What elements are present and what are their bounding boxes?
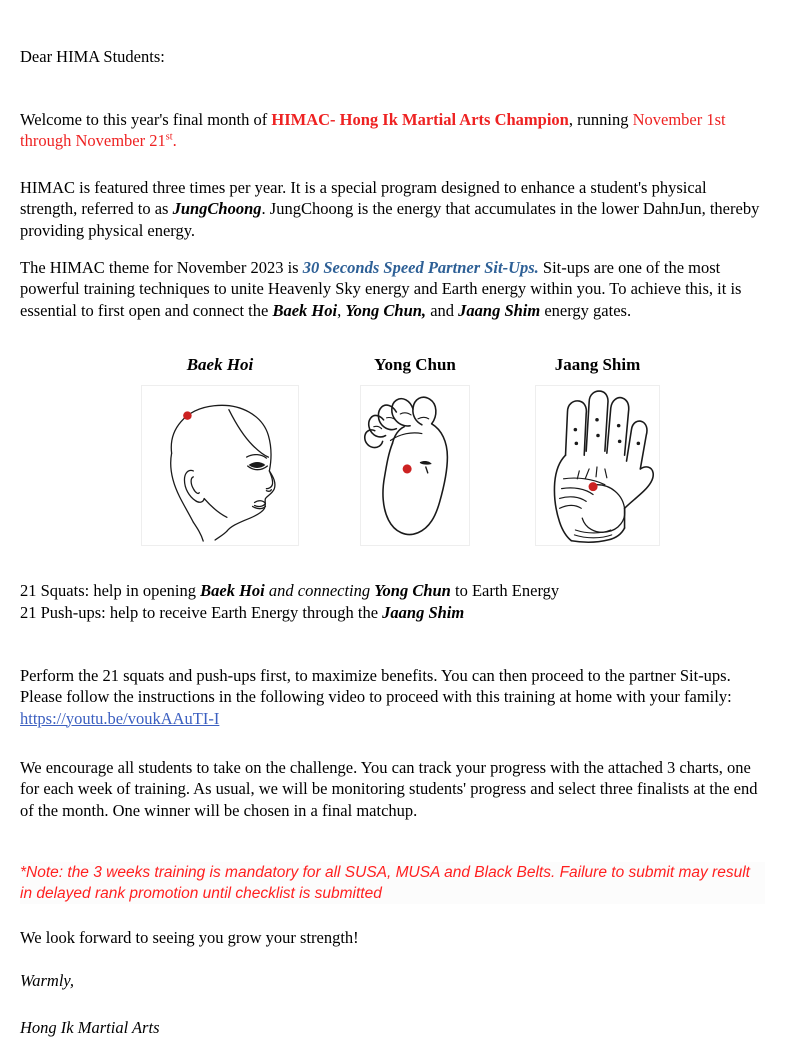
figure-caption-jaang-shim: Jaang Shim [500,355,695,375]
figure-jaang-shim [500,355,695,546]
pushups-pre: 21 Push-ups: help to receive Earth Energy through the [20,603,382,622]
theme-sep2: and [426,301,458,320]
date-range-period: . [173,131,177,150]
acupoint-marker [183,411,191,419]
closing-signature: Hong Ik Martial Arts [20,1017,760,1038]
mandatory-note: *Note: the 3 weeks training is mandatory for all SUSA, MUSA and Black Belts. Failure to submit may result in delayed rank promotion until checklist is submitted [20,862,765,904]
figure-yong-chun [330,355,500,546]
perform-paragraph [20,665,760,730]
video-link[interactable]: https://youtu.be/voukAAuTI-I [20,709,219,728]
theme-part3: energy gates. [540,301,631,320]
jungchoong-term: JungChoong [173,199,262,218]
himac-desc-part1: HIMAC is featured three times per year. It is a special program designed to enhance a student's physical strength, referred to as [20,178,707,219]
open-palm-acupoint-diagram [535,385,660,546]
exercise-instructions [20,580,760,623]
gate-name-baek-hoi: Baek Hoi [272,301,337,320]
theme-sep1: , [337,301,345,320]
date-ordinal-suffix: st [166,132,173,143]
theme-part1: The HIMAC theme for November 2023 is [20,258,303,277]
theme-part2: Sit-ups are one of the most powerful training techniques to unite Heavenly Sky energy and Earth energy within you. To achieve this, it is essential to first open and connect the [20,258,741,320]
acupoint-marker [403,464,412,473]
acupoint-marker [589,482,598,491]
program-name: HIMAC- Hong Ik Martial Arts Champion [271,110,568,129]
welcome-paragraph [20,109,760,152]
theme-title: 30 Seconds Speed Partner Sit-Ups. [303,258,539,277]
squats-mid: and connecting [265,581,375,600]
figure-baek-hoi [130,355,310,546]
acupoint-figure-row [20,355,760,560]
welcome-lead-text: Welcome to this year's final month of [20,110,271,129]
greeting-line: Dear HIMA Students: [20,46,760,68]
closing-line-1: We look forward to seeing you grow your strength! [20,927,760,949]
squats-gate-baek-hoi: Baek Hoi [200,581,265,600]
himac-desc-part2: . JungChoong is the energy that accumulates in the lower DahnJun, thereby providing physical energy. [20,199,759,240]
perform-text: Perform the 21 squats and push-ups first, to maximize benefits. You can then proceed to the partner Sit-ups. Please follow the instructions in the following video to proceed with this training at home with your family: [20,666,732,707]
welcome-mid-text: , running [569,110,633,129]
squats-post: to Earth Energy [451,581,559,600]
exercise-line-squats [20,580,760,602]
figure-caption-baek-hoi: Baek Hoi [130,355,310,375]
exercise-line-pushups [20,602,760,624]
gate-name-jaang-shim: Jaang Shim [458,301,540,320]
foot-sole-acupoint-diagram [360,385,470,546]
squats-gate-yong-chun: Yong Chun [374,581,451,600]
encourage-paragraph: We encourage all students to take on the challenge. You can track your progress with the attached 3 charts, one for each week of training. As usual, we will be monitoring students' progress and select three finalists at the end of the month. One winner will be chosen in a final matchup. [20,757,760,822]
himac-description-paragraph [20,177,760,242]
gate-name-yong-chun: Yong Chun, [345,301,426,320]
date-range-text: November 1st through November 21 [20,110,726,151]
head-profile-acupoint-diagram [141,385,299,546]
pushups-gate-jaang-shim: Jaang Shim [382,603,464,622]
closing-signoff: Warmly, [20,970,760,992]
theme-paragraph [20,257,760,322]
squats-pre: 21 Squats: help in opening [20,581,200,600]
figure-caption-yong-chun: Yong Chun [330,355,500,375]
